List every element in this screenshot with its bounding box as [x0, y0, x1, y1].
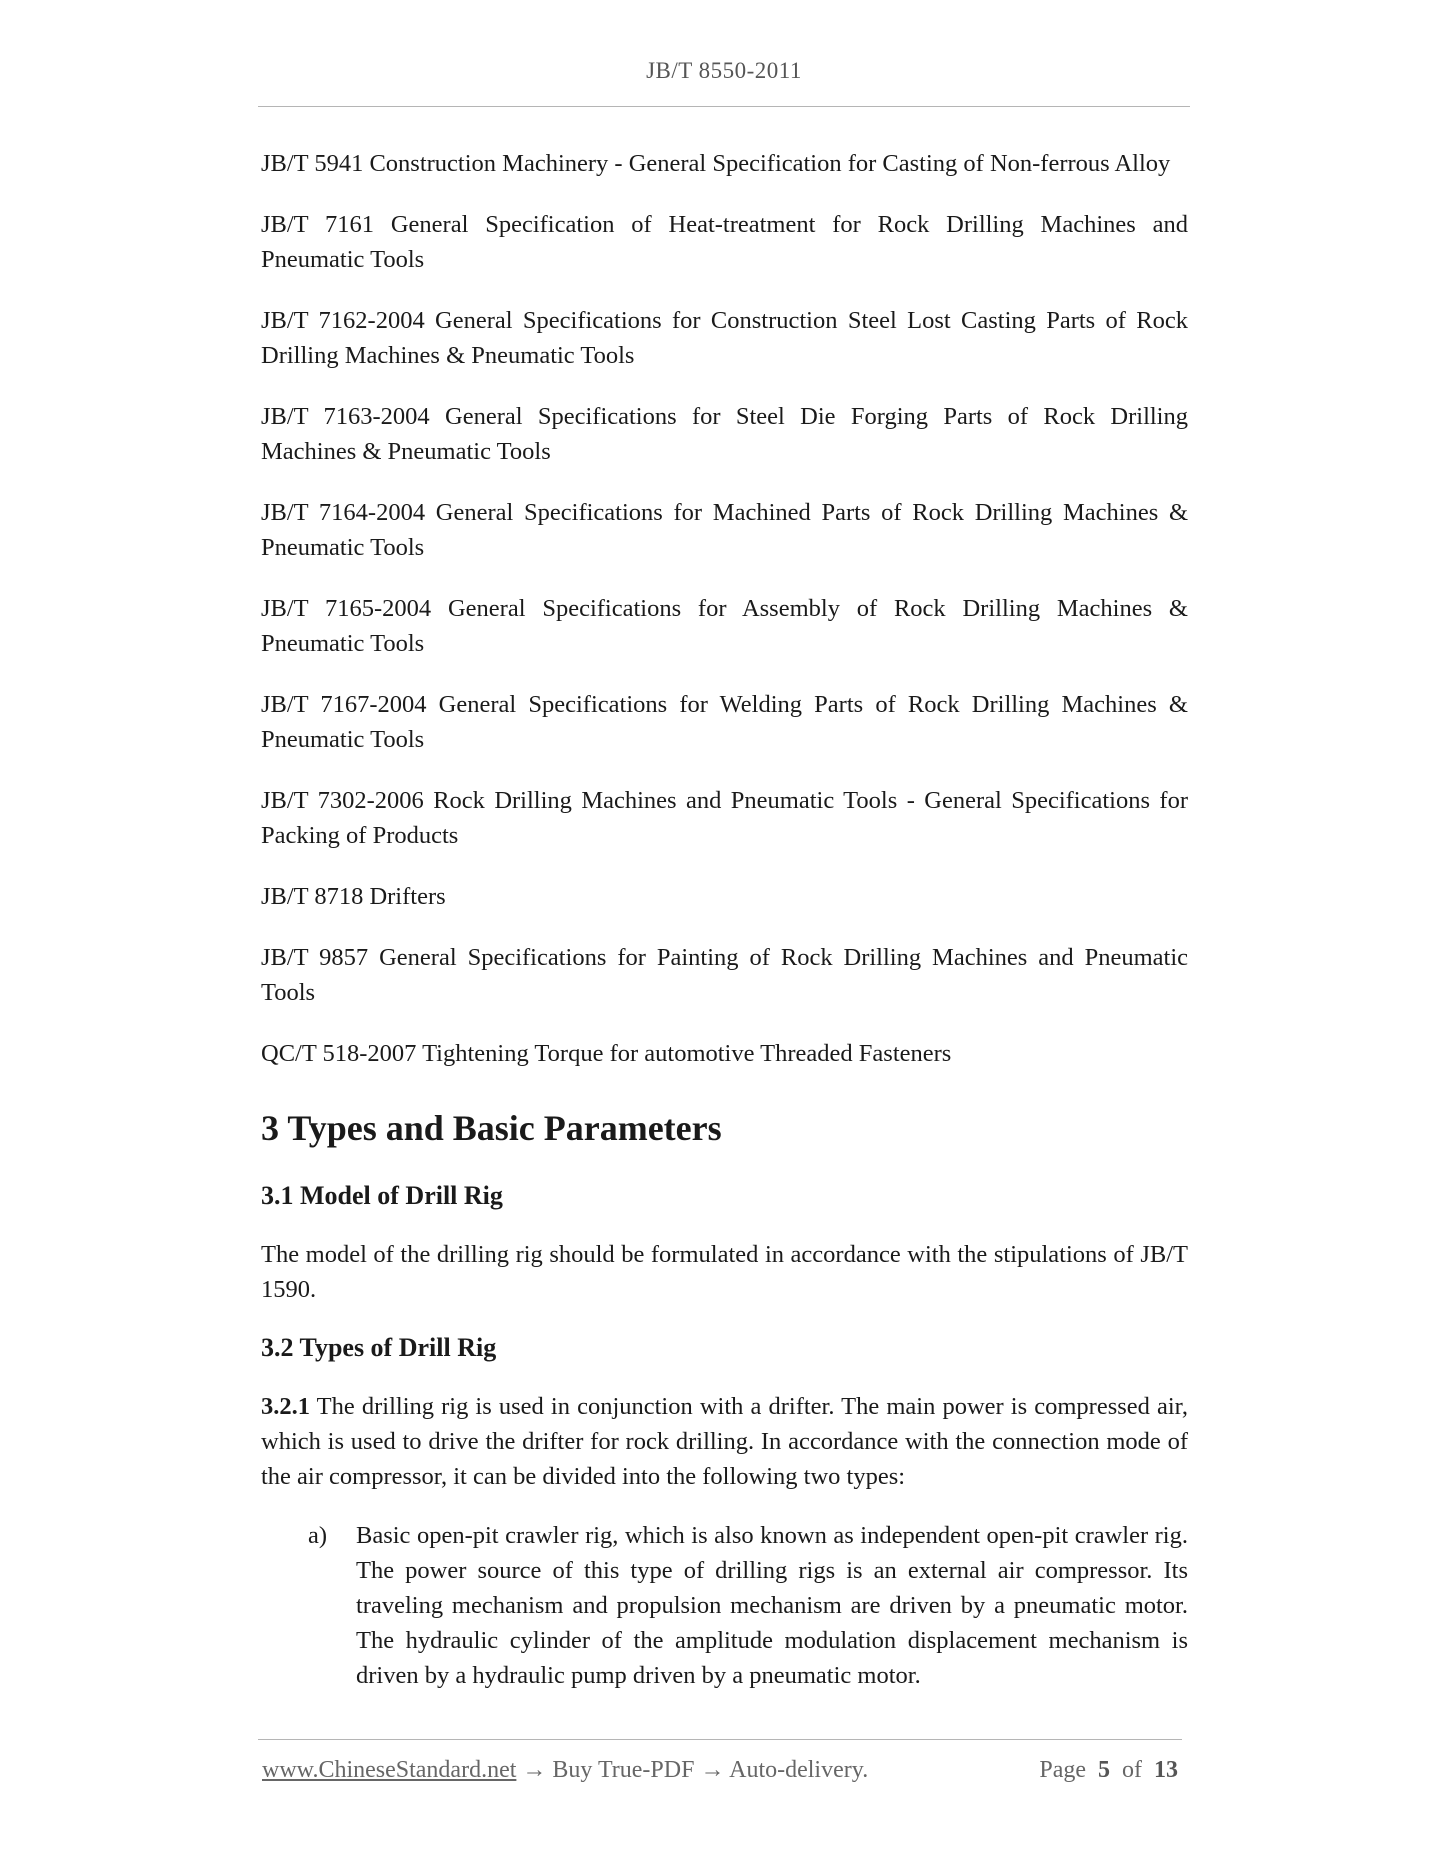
reference-item: JB/T 7165-2004 General Specifications for Assembly of Rock Drilling Machines & Pneumatic Tools — [261, 595, 1188, 657]
of-label: of — [1122, 1757, 1142, 1783]
footer-promo-text: → Buy True-PDF → Auto-delivery. — [516, 1757, 869, 1783]
header-divider — [258, 106, 1190, 107]
page-footer — [262, 1757, 1182, 1784]
clause-text: The drilling rig is used in conjunction with a drifter. The main power is compressed air, which is used to drive the drifter for rock drilling. In accordance with the connection mode of the air compressor, it can be divided into the following two types: — [261, 1393, 1188, 1490]
page-header: JB/T 8550-2011 — [646, 58, 802, 83]
reference-item: JB/T 7164-2004 General Specifications for Machined Parts of Rock Drilling Machines & Pneumatic Tools — [261, 499, 1188, 561]
footer-divider — [258, 1739, 1182, 1740]
section-3-2-heading: 3.2 Types of Drill Rig — [261, 1333, 497, 1362]
reference-item: JB/T 7163-2004 General Specifications for Steel Die Forging Parts of Rock Drilling Machines & Pneumatic Tools — [261, 403, 1188, 465]
list-item-text: Basic open-pit crawler rig, which is also known as independent open-pit crawler rig. The power source of this type of drilling rigs is an external air compressor. Its traveling mechanism and propulsion mechanism are driven by a pneumatic motor. The hydraulic cylinder of the amplitude modulation displacement mechanism is driven by a hydraulic pump driven by a pneumatic motor. — [356, 1522, 1188, 1689]
reference-item: JB/T 8718 Drifters — [261, 883, 446, 910]
section-3-1-heading: 3.1 Model of Drill Rig — [261, 1181, 503, 1210]
reference-item: JB/T 9857 General Specifications for Painting of Rock Drilling Machines and Pneumatic Tools — [261, 944, 1188, 1006]
clause-number: 3.2.1 — [261, 1393, 310, 1420]
reference-item: JB/T 7162-2004 General Specifications for Construction Steel Lost Casting Parts of Rock Drilling Machines & Pneumatic Tools — [261, 307, 1188, 369]
reference-item: JB/T 7167-2004 General Specifications for Welding Parts of Rock Drilling Machines & Pneumatic Tools — [261, 691, 1188, 753]
list-item — [261, 1518, 1188, 1693]
page-total: 13 — [1154, 1757, 1178, 1783]
reference-item: JB/T 7302-2006 Rock Drilling Machines and Pneumatic Tools - General Specifications for Packing of Products — [261, 787, 1188, 849]
page-number: 5 — [1098, 1757, 1110, 1783]
reference-item: QC/T 518-2007 Tightening Torque for automotive Threaded Fasteners — [261, 1040, 952, 1067]
site-link[interactable]: www.ChineseStandard.net — [262, 1757, 517, 1783]
section-3-heading: 3 Types and Basic Parameters — [261, 1108, 722, 1148]
page-indicator — [1039, 1757, 1178, 1784]
section-3-1-text: The model of the drilling rig should be formulated in accordance with the stipulations of JB/T 1590. — [261, 1241, 1188, 1303]
reference-item: JB/T 5941 Construction Machinery - General Specification for Casting of Non-ferrous Alloy — [261, 150, 1171, 177]
reference-item: JB/T 7161 General Specification of Heat-treatment for Rock Drilling Machines and Pneumatic Tools — [261, 211, 1188, 273]
page-label: Page — [1039, 1757, 1086, 1783]
page-content — [261, 146, 1188, 1693]
list-marker: a) — [308, 1522, 328, 1549]
clause-3-2-1 — [261, 1389, 1188, 1494]
